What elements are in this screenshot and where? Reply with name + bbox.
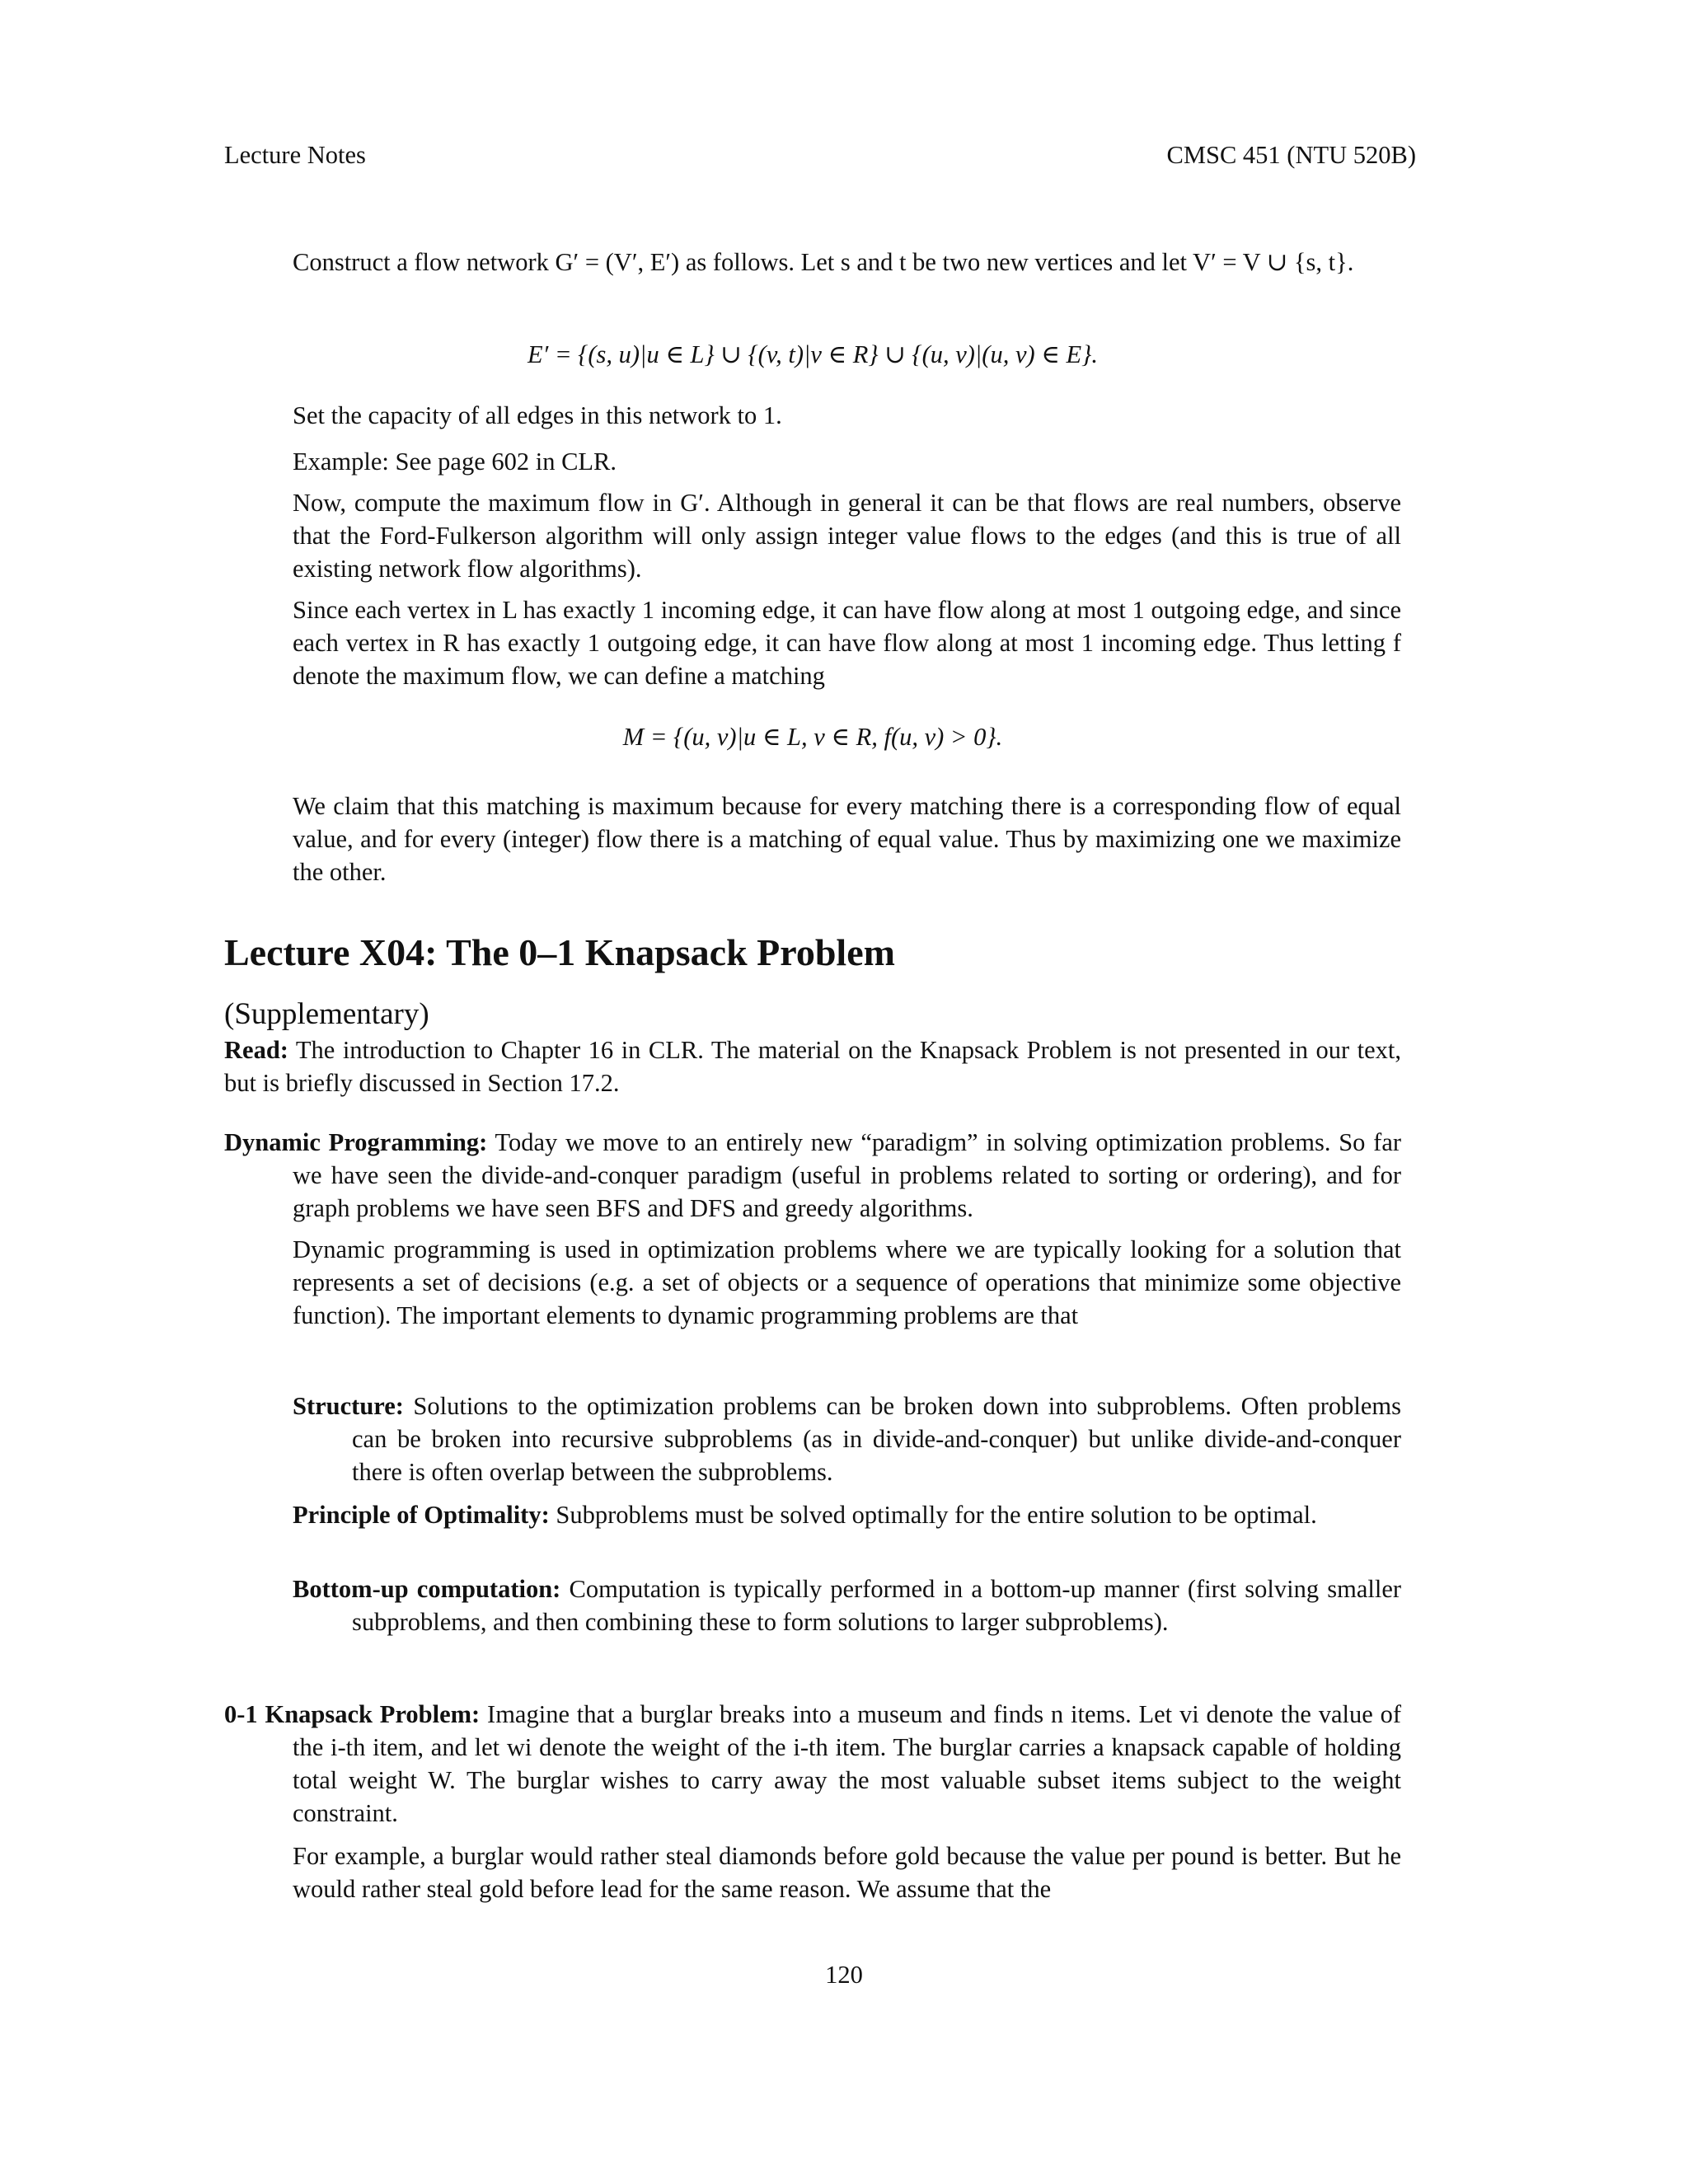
principle-text: Subproblems must be solved optimally for the entire solution to be optimal. [556, 1501, 1317, 1529]
dp-label: Dynamic Programming: [224, 1128, 488, 1156]
structure-text: Solutions to the optimization problems can be broken down into subproblems. Often problems can be broken into recursive subproblems (as in divide-and-conquer) but unlike divide-and-conquer there is often overlap between the subproblems. [352, 1392, 1401, 1486]
read-text: The introduction to Chapter 16 in CLR. The material on the Knapsack Problem is not presented in our text, but is briefly discussed in Section 17.2. [224, 1036, 1401, 1097]
dp-paragraph-2: Dynamic programming is used in optimization problems where we are typically looking for a solution that represents a set of decisions (e.g. a set of objects or a sequence of operations that minimize some objective function). The important elements to dynamic programming problems are that [293, 1235, 1401, 1329]
dp-text: Today we move to an entirely new “paradigm” in solving optimization problems. So far we have seen the divide-and-conquer paradigm (useful in problems related to sorting or ordering), and for graph problems we have seen BFS and DFS and greedy algorithms. [293, 1128, 1402, 1222]
knapsack-label: 0-1 Knapsack Problem: [224, 1700, 481, 1728]
knapsack-text: Imagine that a burglar breaks into a museum and finds n items. Let vi denote the value of the i-th item, and let wi denote the weight of the i-th item. The burglar carries a knapsack capable of holding total weight W. The burglar wishes to carry away the most valuable subset items subject to the weight constraint. [293, 1700, 1401, 1827]
page-number: 120 [825, 1961, 863, 1989]
knapsack-paragraph [224, 1698, 1401, 1830]
knapsack-paragraph-2: For example, a burglar would rather steal diamonds before gold because the value per pound is better. But he would rather steal gold before lead for the same reason. We assume that the [293, 1842, 1401, 1903]
paragraph-claim: We claim that this matching is maximum because for every matching there is a corresponding flow of equal value, and for every (integer) flow there is a matching of equal value. Thus by maximizing one we maximize the other. [293, 792, 1401, 886]
principle-item [293, 1498, 1401, 1531]
dp-paragraph [224, 1126, 1401, 1225]
lecture-subtitle: (Supplementary) [224, 997, 429, 1031]
paragraph-example: Example: See page 602 in CLR. [293, 448, 617, 476]
lecture-title: Lecture X04: The 0–1 Knapsack Problem [224, 931, 895, 973]
equation-matching: M = {(u, v)|u ∈ L, v ∈ R, f(u, v) > 0}. [622, 723, 1003, 751]
bottom-up-label: Bottom-up computation: [293, 1575, 561, 1603]
bottom-up-text: Computation is typically performed in a bottom-up manner (first solving smaller subproblems, and then combining these to form solutions to larger subproblems). [352, 1575, 1402, 1636]
read-paragraph [224, 1033, 1401, 1099]
paragraph-compute: Now, compute the maximum flow in G′. Although in general it can be that flows are real numbers, observe that the Ford-Fulkerson algorithm will only assign integer value flows to the edges (and this is true of all existing network flow algorithms). [293, 489, 1401, 583]
page-header [224, 138, 1416, 175]
paragraph-construct: Construct a flow network G′ = (V′, E′) as follows. Let s and t be two new vertices and let V′ = V ∪ {s, t}. [293, 248, 1354, 276]
read-label: Read: [224, 1036, 288, 1064]
structure-item [293, 1390, 1401, 1488]
header-right: CMSC 451 (NTU 520B) [1166, 141, 1416, 169]
equation-edges: E′ = {(s, u)|u ∈ L} ∪ {(v, t)|v ∈ R} ∪ {(u, v)|(u, v) ∈ E}. [528, 340, 1098, 368]
paragraph-since: Since each vertex in L has exactly 1 incoming edge, it can have flow along at most 1 outgoing edge, and since each vertex in R has exactly 1 outgoing edge, it can have flow along at most 1 incoming edge. Thus letting f denote the maximum flow, we can define a matching [293, 596, 1401, 690]
principle-label: Principle of Optimality: [293, 1501, 550, 1529]
structure-label: Structure: [293, 1392, 404, 1420]
header-left: Lecture Notes [224, 141, 366, 169]
paragraph-capacity: Set the capacity of all edges in this network to 1. [293, 401, 782, 429]
bottom-up-item [293, 1572, 1401, 1638]
